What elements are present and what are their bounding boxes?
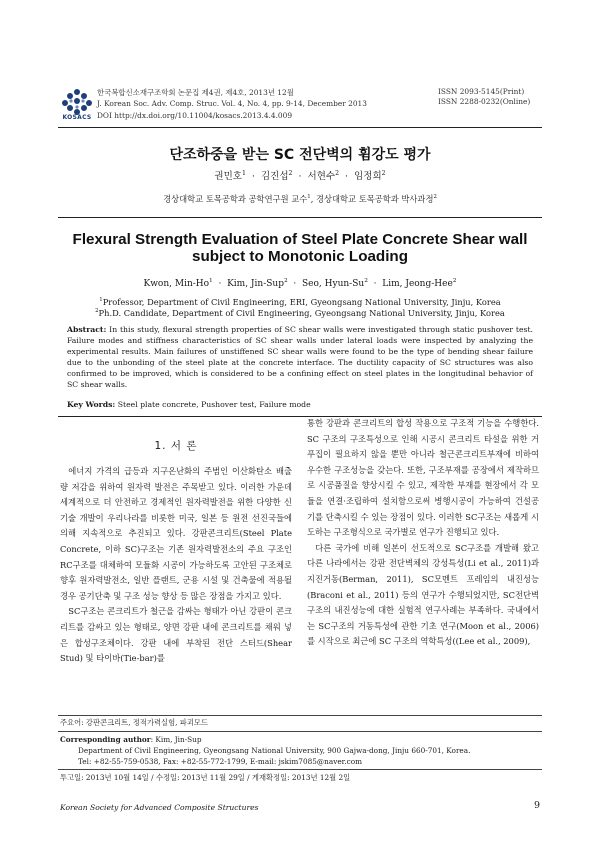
author-ko: 임정희	[354, 171, 382, 182]
title-en: Flexural Strength Evaluation of Steel Plate Concrete Shear wall subject to Monotonic Loading	[72, 231, 528, 265]
page-number: 9	[533, 800, 540, 811]
affiliation-en-2: $^2$Ph.D. Candidate, Department of Civil Engineering, Gyeongsang National University, Jinju, Korea	[95, 308, 505, 318]
author-ko: 권민호	[214, 171, 242, 182]
journal-name-en: J. Korean Soc. Adv. Comp. Struc. Vol. 4, No. 4, pp. 9-14, December 2013	[97, 99, 367, 108]
paragraph: 통한 강판과 콘크리트의 합성 작용으로 구조적 기능을 수행한다. SC 구조의 구조특성으로 인해 시공시 콘크리트 타설을 위한 거푸집이 필요하지 않을 뿐만 아니라 철근콘크리트부재에 비하여 우수한 구조성능을 갖는다. 또한, 구조부재를 공장에서 제작하므로 시공품질을 향상시킬 수 있고, 제작한 부재를 현장에서 각 모듈을 연결·조립하여 설치함으로써 병행시공이 가능하여 건설공기를 단축시킬 수 있는 장점이 있다. 이러한 SC구조는 새롭게 시도하는 구조형식으로 국가별로 연구가 진행되고 있다.	[307, 418, 539, 538]
header-rule	[58, 127, 542, 128]
author-ko: 서현수	[307, 171, 336, 182]
body-column-right	[307, 416, 539, 650]
title-ko: 단조하중을 받는 SC 전단벽의 휨강도 평가	[169, 147, 431, 163]
issn-print: ISSN 2093-5145(Print)	[438, 87, 525, 96]
journal-name-ko: 한국복합신소재구조학회 논문집 제4권, 제4호, 2013년 12월	[97, 88, 294, 97]
issn-online: ISSN 2288-0232(Online)	[438, 97, 531, 106]
author-address: Department of Civil Engineering, Gyeongsang National University, 900 Gajwa-dong, Jinju 660-701, Korea.	[78, 746, 471, 755]
submission-dates: 투고일: 2013년 10월 14일 / 수정일: 2013년 11월 29일 / 게재확정일: 2013년 12월 2일	[60, 773, 351, 782]
affiliation-ko: 경상대학교 토목공학과 공학연구원 교수$^1$, 경상대학교 토목공학과 박사과정$^2$	[163, 194, 437, 204]
section-heading: 1. 서 론	[154, 440, 198, 452]
author-contact: Tel: +82-55-759-0538, Fax: +82-55-772-1799, E-mail: jskim7085@naver.com	[78, 757, 363, 766]
footnote-rule	[58, 769, 542, 770]
corresponding-author: Corresponding author: Kim, Jin-Sup	[60, 735, 202, 744]
keywords-ko: 주요어: 강판콘크리트, 정적가력실험, 파괴모드	[60, 718, 208, 727]
paragraph: 에너지 가격의 급등과 지구온난화의 주범인 이산화탄소 배출량 저감을 위하여 원자력 발전은 주목받고 있다. 이러한 가운데 세계적으로 더 안전하고 경제적인 원자력발전을 위한 다양한 신기술 개발이 우리나라를 비롯한 미국, 일본 등 원전 선진국들에 의해 지속적으로 추진되고 있다. 강판콘크리트(Steel Plate Concrete, 이하 SC)구조는 기존 원자력발전소의 주요 구조인 RC구조를 대체하여 모듈화 시공이 가능하도록 고안된 구조체로 향후 원자력발전소, 일반 플랜트, 군용 시설 및 건축물에 적용될 경우 공기단축 및 구조 성능 향상 등 많은 장점을 가지고 있다.	[60, 466, 292, 601]
paragraph: SC구조는 콘크리트가 철근을 감싸는 형태가 아닌 강판이 콘크리트를 감싸고 있는 형태로, 양면 강판 내에 콘크리트를 채워 넣은 합성구조체이다. 강판 내에 부착된 전단 스터드(Shear Stud) 및 타이바(Tie-bar)를	[60, 606, 292, 664]
abstract-label: Abstract:	[67, 325, 107, 334]
keywords-text: Steel plate concrete, Pushover test, Failure mode	[117, 400, 311, 409]
abstract	[67, 324, 533, 391]
author-ko: 김진섭	[260, 171, 289, 182]
paragraph: 다른 국가에 비해 일본이 선도적으로 SC구조를 개발해 왔고 다른 나라에서는 강판 전단벽체의 강성특성(Li et al., 2011)과 지진거동(Berman, 2011), SC모멘트 프레임의 내진성능(Braconi et al., 2011) 등의 연구가 수행되었지만, SC전단벽 구조의 내진성능에 대한 실험적 연구사례는 부족하다. 국내에서는 SC구조의 거동특성에 관한 기초 연구(Moon et al., 2006)를 시작으로 최근에 SC 구조의 역학특성((Lee et al., 2009),	[307, 542, 539, 647]
abstract-text: In this study, flexural strength properties of SC shear walls were investigated through static pushover test. Failure modes and stiffness characteristics of SC shear walls under lateral loads were inspected by analyzing the experimental results. Main failures of unstiffened SC shear walls were found to be the type of bending shear failure due to the unbonding of the steel plate at the concrete interface. The ductility capacity of SC structures was also confirmed to be improved, which is considered to be a confining effect on steel plates in the longitudinal behavior of SC shear walls.	[67, 325, 533, 390]
authors-en: Kwon, Min-Ho$^1$ · Kim, Jin-Sup$^2$ · Seo, Hyun-Su$^2$ · Lim, Jeong-Hee$^2$	[143, 278, 457, 289]
authors-ko: 권민호$^1$ · 김진섭$^2$ · 서현수$^2$ · 임정희$^2$	[214, 169, 386, 182]
footnote-rule	[58, 731, 542, 732]
footer-journal: Korean Society for Advanced Composite Structures	[60, 803, 259, 812]
author-en: Lim, Jeong-Hee	[382, 279, 453, 289]
title-divider	[58, 217, 542, 218]
keywords	[67, 400, 533, 409]
footnote-rule	[58, 715, 542, 716]
affiliation-en-1: $^1$Professor, Department of Civil Engineering, ERI, Gyeongsang National University, Jinju, Korea	[99, 297, 501, 307]
body-column-left	[60, 464, 292, 667]
logo-text: KOSACS	[62, 114, 92, 121]
author-en: Kwon, Min-Ho	[143, 279, 210, 289]
keywords-label: Key Words:	[67, 400, 116, 409]
author-en: Seo, Hyun-Su	[302, 279, 365, 289]
doi-link[interactable]: DOI http://dx.doi.org/10.11004/kosacs.2013.4.4.009	[97, 111, 293, 120]
author-en: Kim, Jin-Sup	[227, 279, 284, 289]
